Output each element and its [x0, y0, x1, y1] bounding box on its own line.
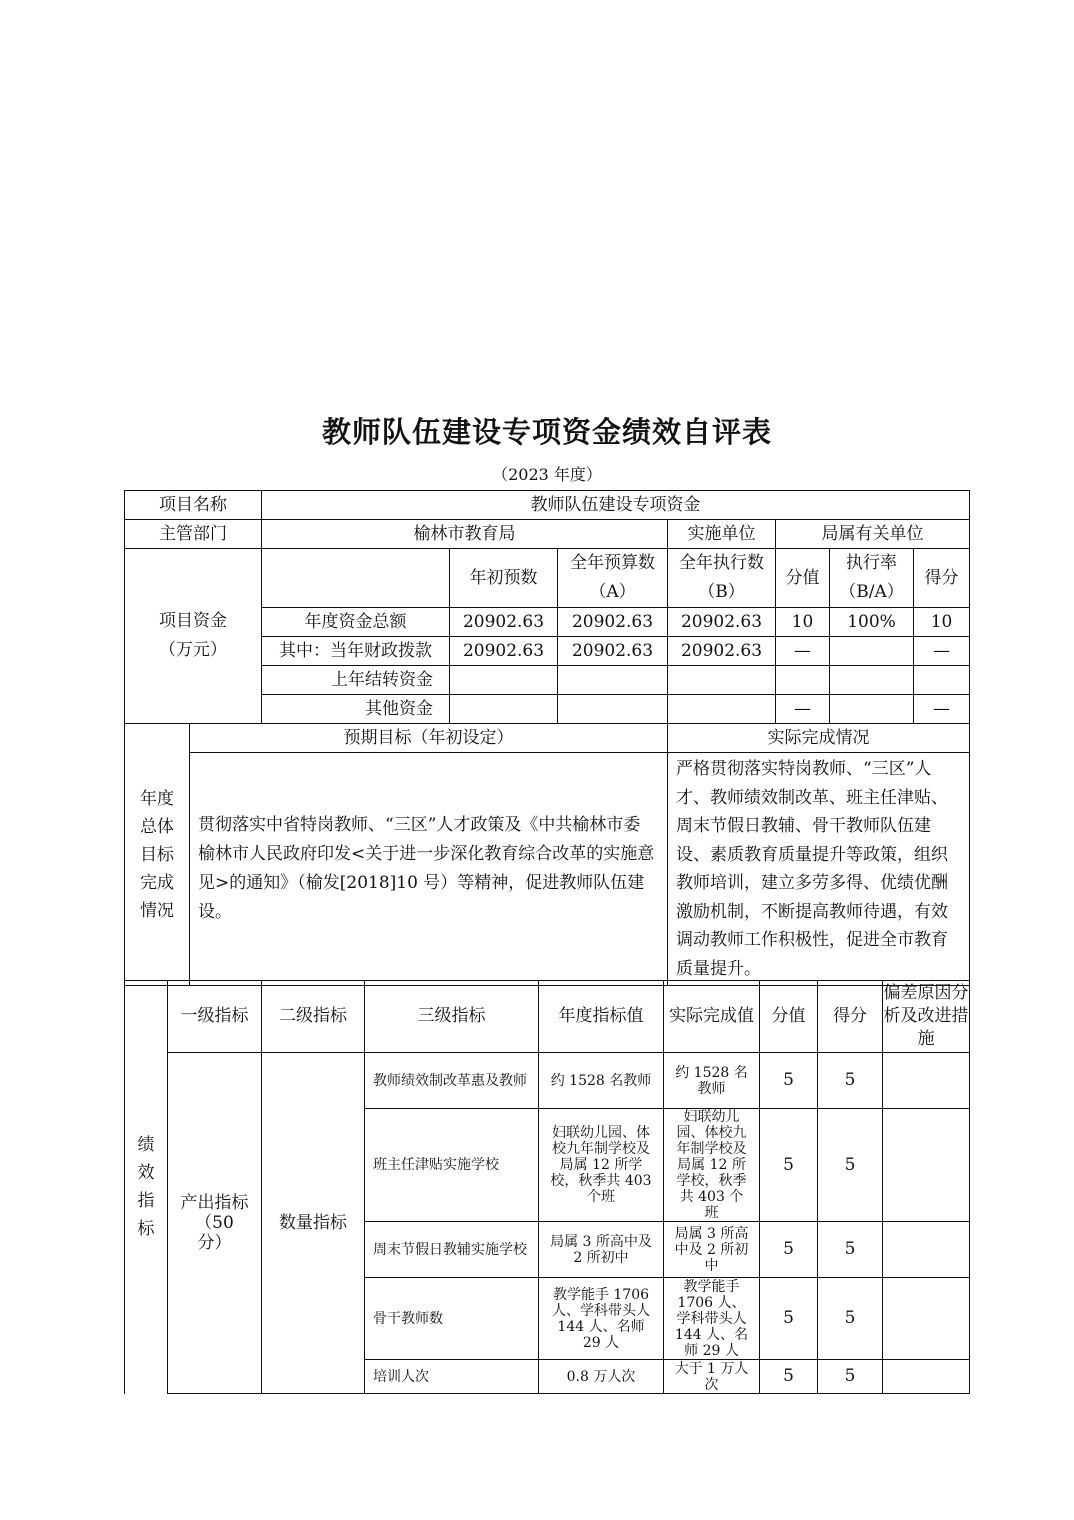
impl-label: 实施单位	[668, 520, 776, 549]
fund-rate: 100%	[830, 608, 914, 637]
indicator-value: 5	[760, 1222, 818, 1278]
indicator-target: 约 1528 名教师	[539, 1053, 664, 1109]
fund-row-label: 年度资金总额	[262, 608, 450, 637]
indicator-target: 局属 3 所高中及 2 所初中	[539, 1222, 664, 1278]
fund-rate	[830, 666, 914, 695]
fund-value: 10	[776, 608, 830, 637]
fund-initial: 20902.63	[450, 608, 558, 637]
header-actual: 实际完成值	[664, 981, 760, 1053]
fund-score	[914, 666, 970, 695]
indicator-value: 5	[760, 1053, 818, 1109]
header-level2: 二级指标	[262, 981, 365, 1053]
indicator-score: 5	[818, 1053, 883, 1109]
fund-annual-a: 20902.63	[558, 608, 668, 637]
indicator-value: 5	[760, 1278, 818, 1360]
header-value: 分值	[760, 981, 818, 1053]
header-initial: 年初预数	[450, 549, 558, 608]
funds-unit: （万元）	[159, 640, 227, 660]
indicators-label: 绩效指标	[125, 981, 168, 1394]
header-target: 年度指标值	[539, 981, 664, 1053]
header-level1: 一级指标	[168, 981, 262, 1053]
fund-annual-a	[558, 695, 668, 724]
indicator-deviation	[883, 1109, 970, 1222]
fund-row-label: 上年结转资金	[262, 666, 450, 695]
dept-label: 主管部门	[125, 520, 262, 549]
fund-value	[776, 666, 830, 695]
funds-label-cell	[125, 549, 262, 724]
fund-value: —	[776, 637, 830, 666]
indicator-actual: 大于 1 万人次	[664, 1360, 760, 1394]
fund-exec-b: 20902.63	[668, 637, 776, 666]
actual-goal-header: 实际完成情况	[668, 724, 970, 753]
actual-goal-text: 严格贯彻落实特岗教师、“三区”人才、教师绩效制改革、班主任津贴、周末节假日教辅、骨干教师队伍建设、素质教育质量提升等政策，组织教师培训，建立多劳多得、优绩优酬激励机制，不断提高教师待遇，有效调动教师工作积极性，促进全市教育质量提升。	[668, 753, 970, 986]
fund-initial: 20902.63	[450, 637, 558, 666]
fund-score: —	[914, 695, 970, 724]
impl-value: 局属有关单位	[776, 520, 970, 549]
indicator-score: 5	[818, 1278, 883, 1360]
header-score: 得分	[818, 981, 883, 1053]
indicator-deviation	[883, 1222, 970, 1278]
fund-row-label: 其中：当年财政拨款	[262, 637, 450, 666]
indicator-value: 5	[760, 1360, 818, 1394]
indicator-target: 0.8 万人次	[539, 1360, 664, 1394]
expected-goal-header: 预期目标（年初设定）	[190, 724, 668, 753]
header-rate: 执行率（B/A）	[830, 549, 914, 608]
header-annual-a: 全年预算数（A）	[558, 549, 668, 608]
evaluation-table-top	[124, 490, 970, 986]
header-deviation: 偏差原因分析及改进措施	[883, 981, 970, 1053]
expected-goal-text: 贯彻落实中省特岗教师、“三区”人才政策及《中共榆林市委 榆林市人民政府印发<关于进一步深化教育综合改革的实施意见>的通知》（榆发[2018]10 号）等精神，促进教师队伍建设。	[190, 753, 668, 986]
fund-initial	[450, 666, 558, 695]
indicator-actual: 妇联幼儿园、体校九年制学校及局属 12 所学校，秋季共 403 个班	[664, 1109, 760, 1222]
fund-annual-a: 20902.63	[558, 637, 668, 666]
level3-indicator: 骨干教师数	[365, 1278, 539, 1360]
fund-exec-b: 20902.63	[668, 608, 776, 637]
fund-rate	[830, 637, 914, 666]
header-exec-b: 全年执行数（B）	[668, 549, 776, 608]
page-subtitle: （2023 年度）	[492, 465, 602, 484]
level2-indicator: 数量指标	[262, 1053, 365, 1394]
header-score: 得分	[914, 549, 970, 608]
funds-label: 项目资金	[159, 611, 227, 631]
goals-label: 年度总体目标完成情况	[125, 724, 190, 986]
indicator-score: 5	[818, 1360, 883, 1394]
dept-value: 榆林市教育局	[262, 520, 668, 549]
fund-value: —	[776, 695, 830, 724]
indicator-value: 5	[760, 1109, 818, 1222]
fund-rate	[830, 695, 914, 724]
indicator-actual: 教学能手 1706 人、学科带头人 144 人、名师 29 人	[664, 1278, 760, 1360]
page-title: 教师队伍建设专项资金绩效自评表	[321, 415, 772, 449]
funds-header-blank	[262, 549, 450, 608]
level3-indicator: 班主任津贴实施学校	[365, 1109, 539, 1222]
header-level3: 三级指标	[365, 981, 539, 1053]
fund-annual-a	[558, 666, 668, 695]
indicator-deviation	[883, 1360, 970, 1394]
indicator-deviation	[883, 1278, 970, 1360]
fund-score: 10	[914, 608, 970, 637]
indicator-target: 妇联幼儿园、体校九年制学校及局属 12 所学校，秋季共 403 个班	[539, 1109, 664, 1222]
fund-exec-b	[668, 695, 776, 724]
fund-exec-b	[668, 666, 776, 695]
level3-indicator: 教师绩效制改革惠及教师	[365, 1053, 539, 1109]
project-name-label: 项目名称	[125, 491, 262, 520]
fund-score: —	[914, 637, 970, 666]
indicator-target: 教学能手 1706 人、学科带头人 144 人、名师 29 人	[539, 1278, 664, 1360]
fund-row-label: 其他资金	[262, 695, 450, 724]
indicator-actual: 局属 3 所高中及 2 所初中	[664, 1222, 760, 1278]
level3-indicator: 周末节假日教辅实施学校	[365, 1222, 539, 1278]
indicator-table	[124, 980, 970, 1394]
indicator-actual: 约 1528 名教师	[664, 1053, 760, 1109]
level1-indicator: 产出指标（50 分）	[168, 1053, 262, 1394]
project-name-value: 教师队伍建设专项资金	[262, 491, 970, 520]
header-score-value: 分值	[776, 549, 830, 608]
fund-initial	[450, 695, 558, 724]
level3-indicator: 培训人次	[365, 1360, 539, 1394]
indicator-score: 5	[818, 1222, 883, 1278]
indicator-score: 5	[818, 1109, 883, 1222]
indicator-deviation	[883, 1053, 970, 1109]
